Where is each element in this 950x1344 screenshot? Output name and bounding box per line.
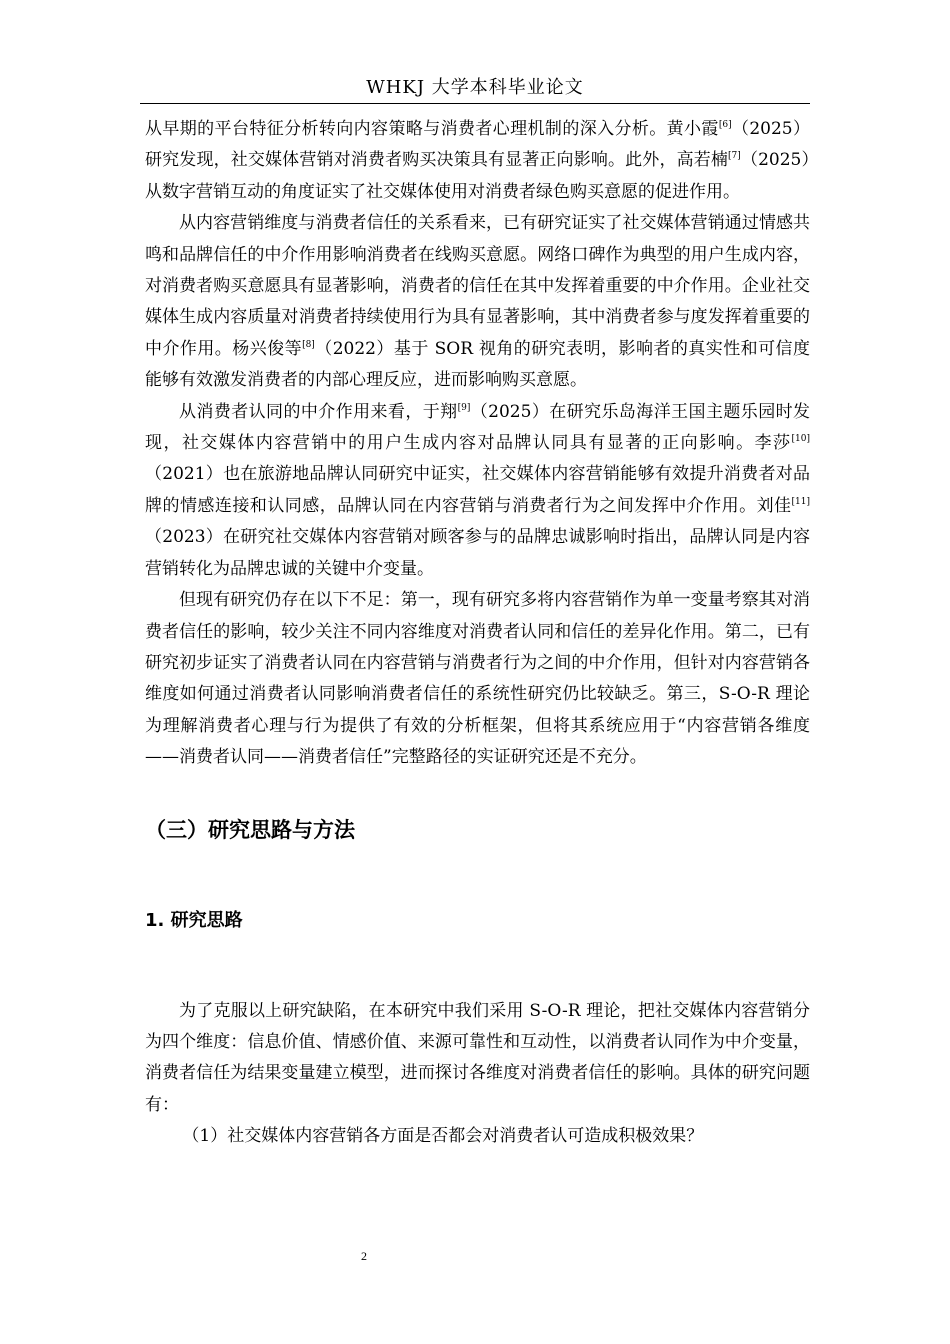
paragraph: 但现有研究仍存在以下不足：第一，现有研究多将内容营销作为单一变量考察其对消费者信任的影响，较少关注不同内容维度对消费者认同和信任的差异化作用。第二，已有研究初步证实了消费者认同在内容营销与消费者行为之间的中介作用，但针对内容营销各维度如何通过消费者认同影响消费者信任的系统性研究仍比较缺乏。第三，S-O-R 理论为理解消费者心理与行为提供了有效的分析框架，但将其系统应用于“内容营销各维度——消费者认同——消费者信任”完整路径的实证研究还是不充分。 [145,590,810,768]
document-body [145,114,810,1153]
header-rule [140,103,810,104]
text-span: （2022）基于 SOR 视角的研究表明，影响者的真实性和可信度能够有效激发消费者的内部心理反应，进而影响购买意愿。 [145,338,811,391]
citation-ref: [6] [718,120,732,130]
subsection-heading: 1. 研究思路 [145,909,243,931]
paragraph [145,208,810,396]
paragraph [145,397,810,585]
section-heading: （三）研究思路与方法 [145,817,355,842]
paragraph: 为了克服以上研究缺陷，在本研究中我们采用 S-O-R 理论，把社交媒体内容营销分为四个维度：信息价值、情感价值、来源可靠性和互动性，以消费者认同作为中介变量，消费者信任为结果变量建立模型，进而探讨各维度对消费者信任的影响。具体的研究问题有： [145,1000,810,1115]
page-number: 2 [361,1249,367,1263]
citation-ref: [11] [791,496,810,507]
text-span: （2025）在研究乐岛海洋王国主题乐园时发现，社交媒体内容营销中的用户生成内容对品牌认同具有显著的正向影响。李莎 [145,401,811,454]
page-header: WHKJ 大学本科毕业论文 [366,77,584,98]
text-span: （2021）也在旅游地品牌认同研究中证实，社交媒体内容营销能够有效提升消费者对品牌的情感连接和认同感，品牌认同在内容营销与消费者行为之间发挥中介作用。刘佳 [145,464,810,516]
text-span: 从内容营销维度与消费者信任的关系看来，已有研究证实了社交媒体营销通过情感共鸣和品牌信任的中介作用影响消费者在线购买意愿。网络口碑作为典型的用户生成内容，对消费者购买意愿具有显著影响，消费者的信任在其中发挥着重要的中介作用。企业社交媒体生成内容质量对消费者持续使用行为具有显著影响，其中消费者参与度发挥着重要的中介作用。杨兴俊等 [145,213,810,359]
text-span: 从消费者认同的中介作用来看，于翔 [179,401,458,422]
citation-ref: [8] [302,339,315,350]
list-item: （1）社交媒体内容营销各方面是否都会对消费者认可造成积极效果？ [182,1126,704,1147]
text-span: （2025）从数字营销互动的角度证实了社交媒体使用对消费者绿色购买意愿的促进作用。 [145,150,811,202]
citation-ref: [7] [728,151,741,162]
paragraph [145,114,810,208]
citation-ref: [10] [791,434,810,445]
text-span: 从早期的平台特征分析转向内容策略与消费者心理机制的深入分析。黄小霞 [145,119,719,139]
citation-ref: [9] [457,402,471,413]
text-span: （2023）在研究社交媒体内容营销对顾客参与的品牌忠诚影响时指出，品牌认同是内容营销转化为品牌忠诚的关键中介变量。 [145,527,810,579]
text-span: （2025）研究发现，社交媒体营销对消费者购买决策具有显著正向影响。此外，高若楠 [145,119,811,171]
